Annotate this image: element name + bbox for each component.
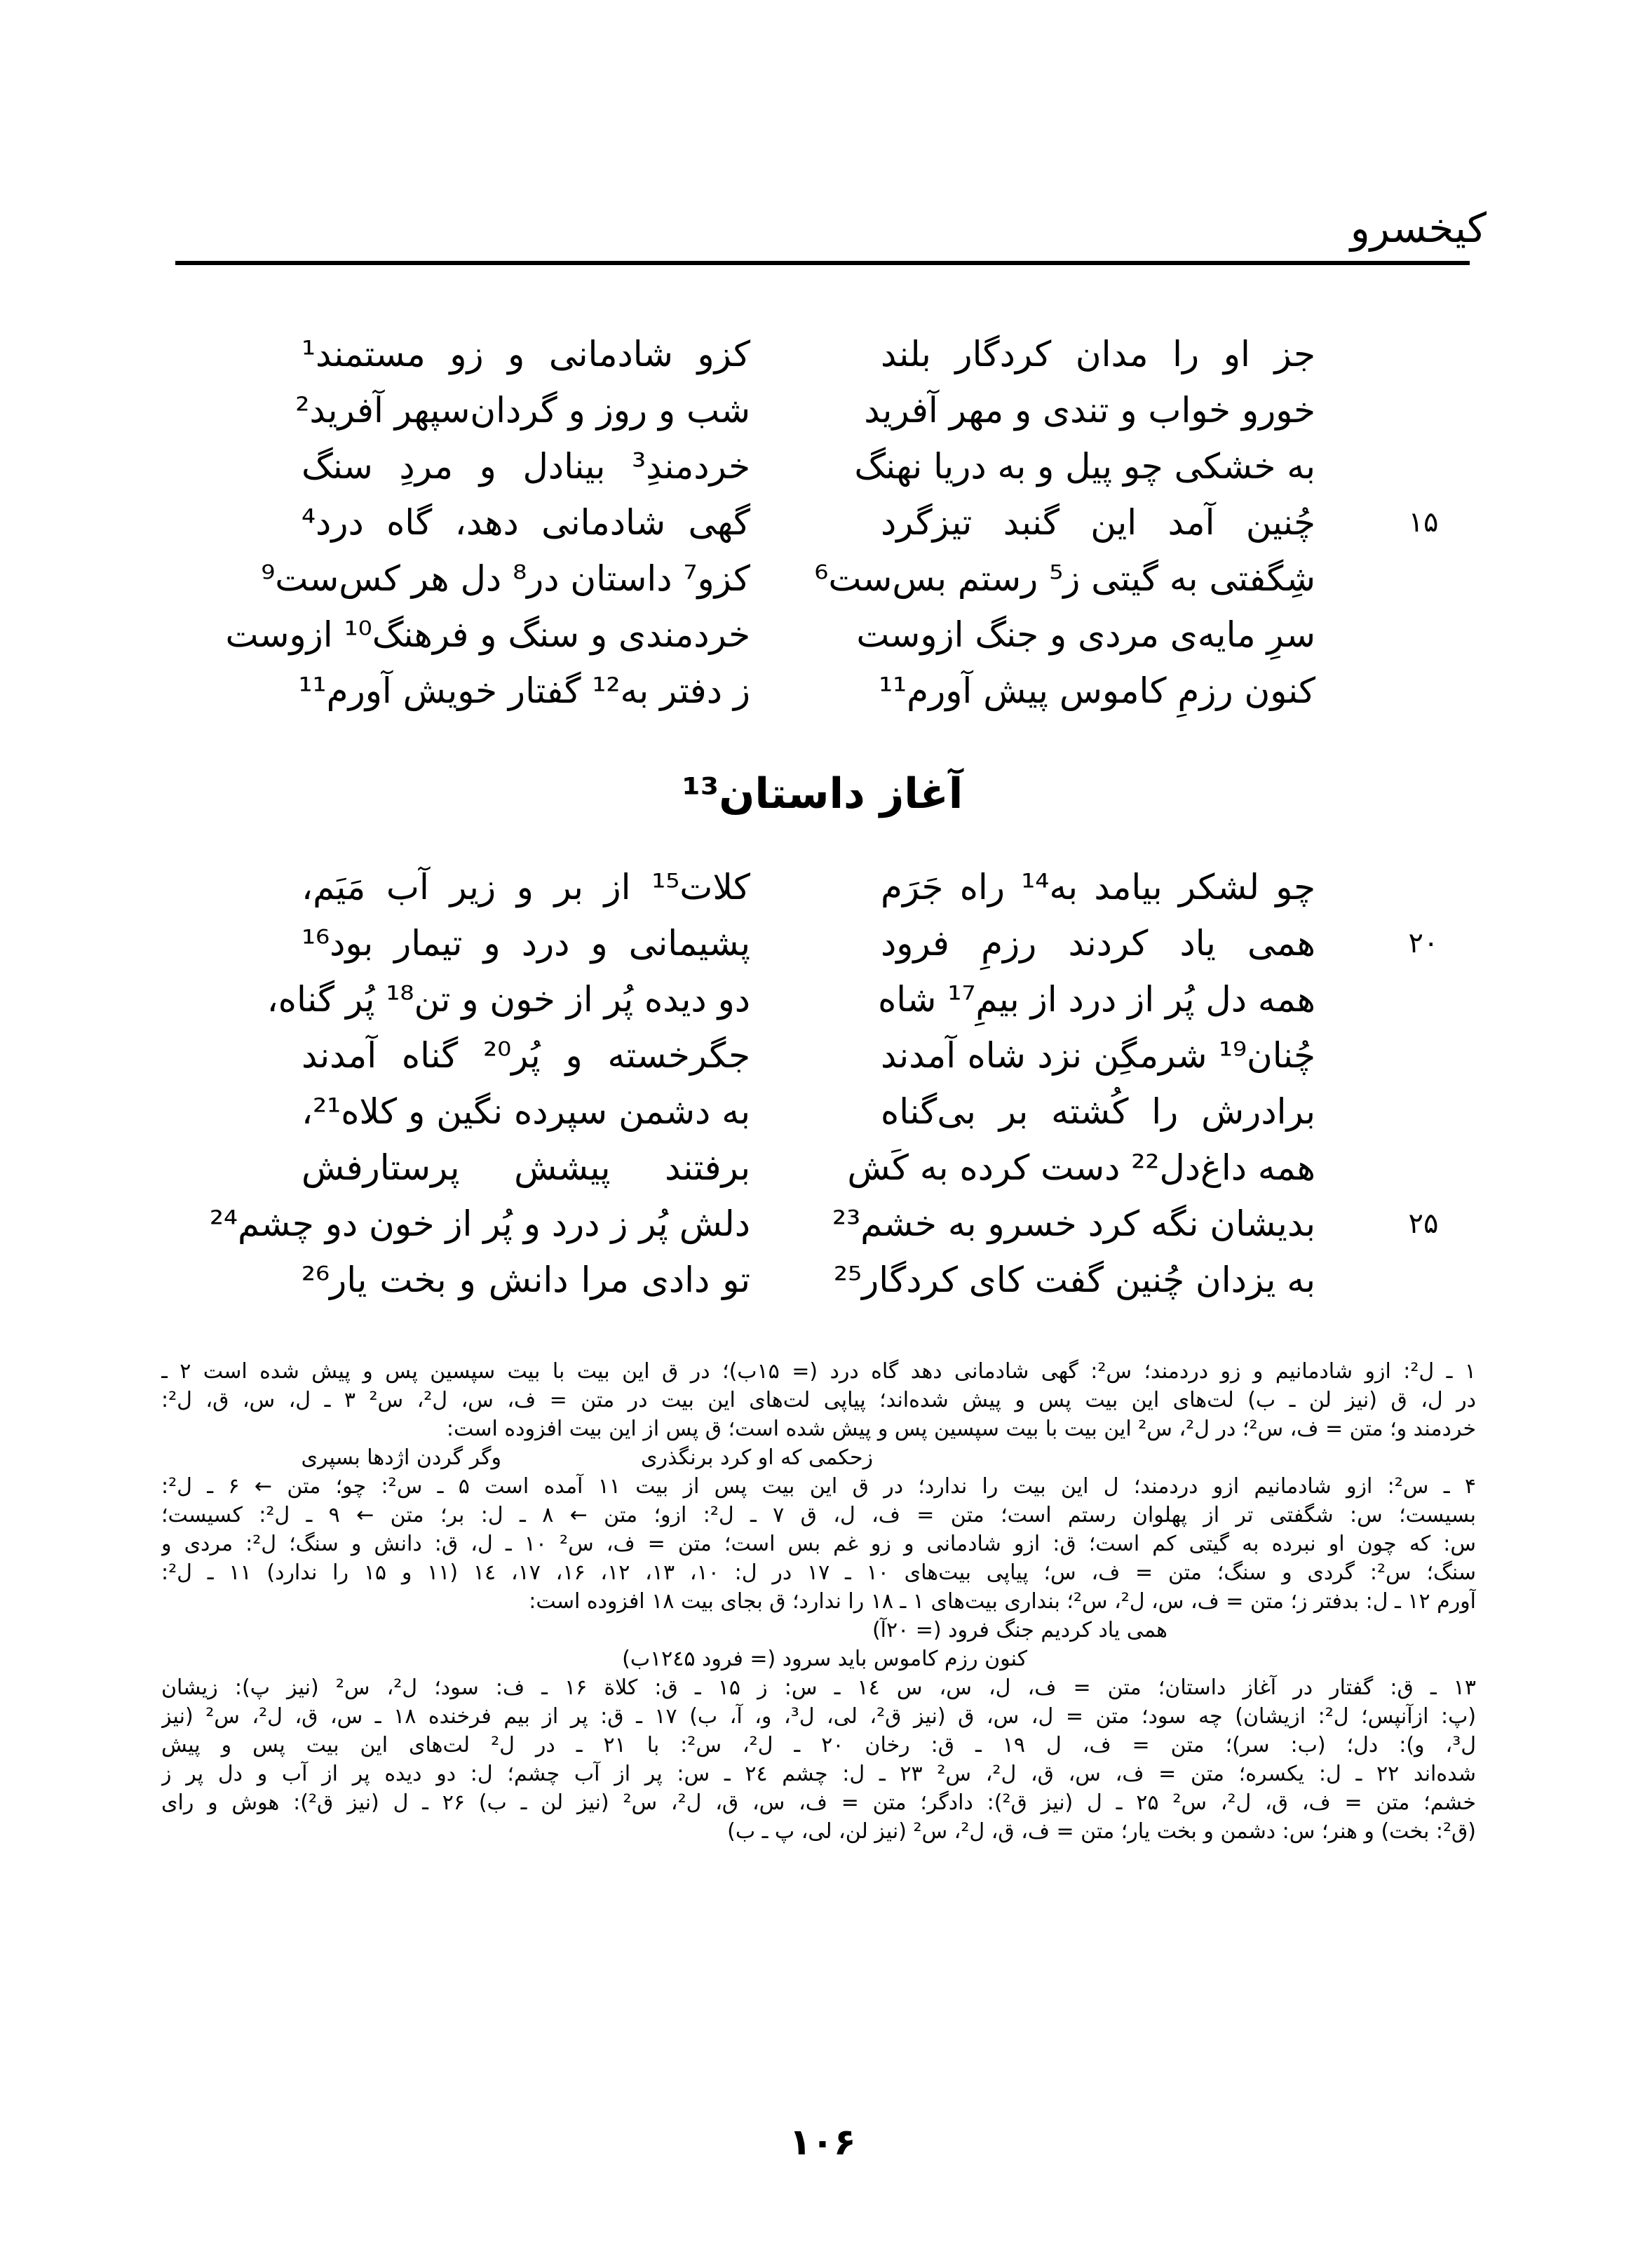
footnotes — [161, 1357, 1476, 1846]
line-number: ۲۰ — [1408, 927, 1439, 959]
verse-row — [0, 859, 1645, 915]
hemistich-second: دو دیده پُر از خون و تن¹⁸ پُر گناه، — [266, 979, 750, 1020]
hemistich-first: همی یاد کردند رزمِ فرود — [881, 923, 1315, 964]
hemistich-second: جگرخسته و پُر²⁰ گناه آمدند — [302, 1035, 750, 1076]
footnote-line: (ق²: بخت) و هنر؛ س: دشمن و بخت یار؛ متن = ف، ق، ل²، س² (نیز لن، لی، پ ـ ب) — [727, 1819, 1476, 1844]
line-number: ۱۵ — [1408, 506, 1439, 539]
verse-row — [0, 326, 1645, 382]
verse-row — [0, 607, 1645, 663]
hemistich-first: کنون رزمِ کاموس پیش آورم¹¹ — [879, 670, 1315, 711]
footnote-line: ل³، و): دل؛ (ب: سر)؛ متن = ف، ل ۱۹ ـ ق: رخان ۲۰ ـ ل²، س²: با ۲۱ ـ در ل² لت‌های این بیت پس و پیش — [161, 1733, 1476, 1757]
hemistich-second: به دشمن سپرده نگین و کلاه²¹، — [302, 1091, 750, 1132]
hemistich-second: خردمندِ³ بینادل و مردِ سنگ — [302, 446, 750, 487]
verse-row — [0, 915, 1645, 971]
hemistich-first: شِگفتی به گیتی ز⁵ رستم بس‌ست⁶ — [814, 558, 1315, 599]
hemistich-second: پشیمانی و درد و تیمار بود¹⁶ — [302, 923, 750, 964]
footnote-line: در ل، ق (نیز لن ـ ب) لت‌های این بیت پس و پیش شده‌اند؛ پیاپی لت‌های این بیت در متن = ف، س، ل²، س² ۳ ـ ل، س، ق، ل²: — [161, 1388, 1476, 1412]
hemistich-first: همه دل پُر از درد از بیمِ¹⁷ شاه — [878, 979, 1315, 1020]
verse-row — [0, 1140, 1645, 1196]
footnote-added-verse: کنون رزم کاموس باید سرود (= فرود ۱۲٤۵ب) — [622, 1647, 1027, 1671]
verse-row — [0, 551, 1645, 607]
verse-row — [0, 1252, 1645, 1308]
hemistich-first: چُنان¹⁹ شرمگِن نزد شاه آمدند — [881, 1035, 1315, 1076]
footnote-added-verse: همی یاد کردیم جنگ فرود (= ۲۰آ) — [872, 1618, 1167, 1642]
hemistich-first: به یزدان چُنین گفت کای کردگار²⁵ — [833, 1260, 1315, 1300]
hemistich-first: برادرش را کُشته بر بی‌گناه — [881, 1091, 1315, 1132]
hemistich-first: چُنین آمد این گنبد تیزگرد — [881, 502, 1315, 543]
verse-row — [0, 663, 1645, 719]
hemistich-second: کلات¹⁵ از بر و زیر آب مَیَم، — [302, 867, 750, 907]
verse-row — [0, 494, 1645, 551]
hemistich-second: کزو⁷ داستان در⁸ دل هر کس‌ست⁹ — [261, 558, 750, 599]
verse-row — [0, 971, 1645, 1027]
hemistich-first: بدیشان نگه کرد خسرو به خشم²³ — [832, 1203, 1315, 1244]
footnote-line: ۱ ـ ل²: ازو شادمانیم و زو دردمند؛ س²: گهی شادمانی دهد گاه درد (= ۱۵ب)؛ در ق این بیت با بیت سپسین پس و پیش شده است ۲ ـ — [161, 1359, 1476, 1384]
hemistich-first: همه داغ‌دل²² دست کرده به کَش — [847, 1147, 1315, 1188]
footnote-line: (پ: ازآنپس؛ ل²: ازیشان) چه سود؛ متن = ل، س، ق (نیز ق²، لی، ل³، و، آ، ب) ۱۷ ـ ق: پر از بیم فرخنده ۱۸ ـ س، ق، ل²، س² (نیز — [161, 1704, 1476, 1729]
added-verse-hemistich-1: زحکمی که او کرد برنگذری — [640, 1445, 873, 1470]
hemistich-second: تو دادی مرا دانش و بخت یار²⁶ — [302, 1260, 750, 1300]
footnote-line: خردمند و؛ متن = ف، س²؛ در ل²، س² این بیت با بیت سپسین پس و پیش شده است؛ ق پس از این بیت افزوده است: — [446, 1417, 1476, 1441]
hemistich-first: سرِ مایه‌ی مردی و جنگ ازوست — [856, 614, 1315, 655]
hemistich-second: کزو شادمانی و زو مستمند¹ — [302, 334, 750, 374]
hemistich-second: ز دفتر به¹² گفتار خویش آورم¹¹ — [298, 670, 750, 711]
footnote-line: سنگ؛ س²: گردی و سنگ؛ متن = ف، س؛ پیاپی بیت‌های ۱۰ ـ ۱۷ در ل: ۱۰، ۱۳، ۱۲، ۱۶، ۱۷، ۱٤ (۱۱ و ۱۵ را ندارد) ۱۱ ـ ل²: — [161, 1560, 1476, 1585]
page-number: ۱۰۶ — [789, 2121, 856, 2164]
hemistich-second: شب و روز و گردان‌سپهر آفرید² — [295, 390, 750, 431]
hemistich-first: به خشکی چو پیل و به دریا نهنگ — [854, 446, 1315, 487]
hemistich-second: برفتند پیشش پرستارفش — [302, 1147, 750, 1188]
header-rule — [175, 261, 1470, 265]
running-title: کیخسرو — [1350, 204, 1487, 252]
hemistich-second: دلش پُر ز درد و پُر از خون دو چشم²⁴ — [209, 1203, 750, 1244]
footnote-line: ۱۳ ـ ق: گفتار در آغاز داستان؛ متن = ف، ل، س، س ۱٤ ـ س: ز ۱۵ ـ ق: کلاة ۱۶ ـ ف: سود؛ ل²، س² (نیز پ): زیشان — [161, 1675, 1476, 1700]
hemistich-second: گهی شادمانی دهد، گاه درد⁴ — [302, 502, 750, 543]
footnote-line: خشم؛ متن = ف، ق، ل²، س² ۲۵ ـ ل (نیز ق²): دادگر؛ متن = ف، س، ق، ل²، س² (نیز لن ـ ب) ۲۶ ـ ل (نیز ق²): هوش و رای — [161, 1790, 1476, 1815]
hemistich-first: چو لشکر بیامد به¹⁴ راه جَرَم — [881, 867, 1315, 907]
footnote-added-verse — [161, 1443, 1476, 1472]
footnote-line: آورم ۱۲ ـ ل: بدفتر ز؛ متن = ف، س، ل²، س²؛ بنداری بیت‌های ۱ ـ ۱۸ را ندارد؛ ق بجای بیت ۱۸ افزوده است: — [529, 1589, 1476, 1614]
footnote-line: بسیست؛ س: شگفتی تر از پهلوان رستم است؛ متن = ف، ل، ق ۷ ـ ل²: ازو؛ متن ← ۸ ـ ل: بر؛ متن ← ۹ ـ ل²: کسیست؛ — [161, 1503, 1476, 1527]
added-verse-hemistich-2: وگر گردن اژدها بسپری — [301, 1445, 501, 1470]
hemistich-first: جز او را مدان کردگار بلند — [881, 334, 1315, 374]
line-number: ۲۵ — [1408, 1208, 1439, 1240]
verse-row — [0, 1196, 1645, 1252]
verse-row — [0, 1027, 1645, 1084]
hemistich-first: خورو خواب و تندی و مهر آفرید — [864, 390, 1315, 431]
footnote-line: س: که چون او نبرده به گیتی کم است؛ ق: ازو شادمانی و زو غم بس است؛ متن = ف، س² ۱۰ ـ ل، ق: دانش و سنگ؛ ل²: مردی و — [161, 1532, 1476, 1556]
footnote-line: شده‌اند ۲۲ ـ ل: یکسره؛ متن = ف، س، ق، ل²، س² ۲۳ ـ ل: چشم ۲٤ ـ س: پر از آب چشم؛ ل: دو دیده پر از آب و دل پر ز — [161, 1762, 1476, 1786]
verse-row — [0, 382, 1645, 438]
section-heading: آغاز داستان¹³ — [682, 769, 963, 818]
hemistich-second: خردمندی و سنگ و فرهنگ¹⁰ ازوست — [225, 614, 750, 655]
verse-row — [0, 1084, 1645, 1140]
footnote-line: ۴ ـ س²: ازو شادمانیم ازو دردمند؛ ل این بیت را ندارد؛ در ق این بیت پس از بیت ۱۱ آمده است ۵ ـ س²: چو؛ متن ← ۶ ـ ل²: — [161, 1474, 1476, 1499]
verse-row — [0, 438, 1645, 494]
